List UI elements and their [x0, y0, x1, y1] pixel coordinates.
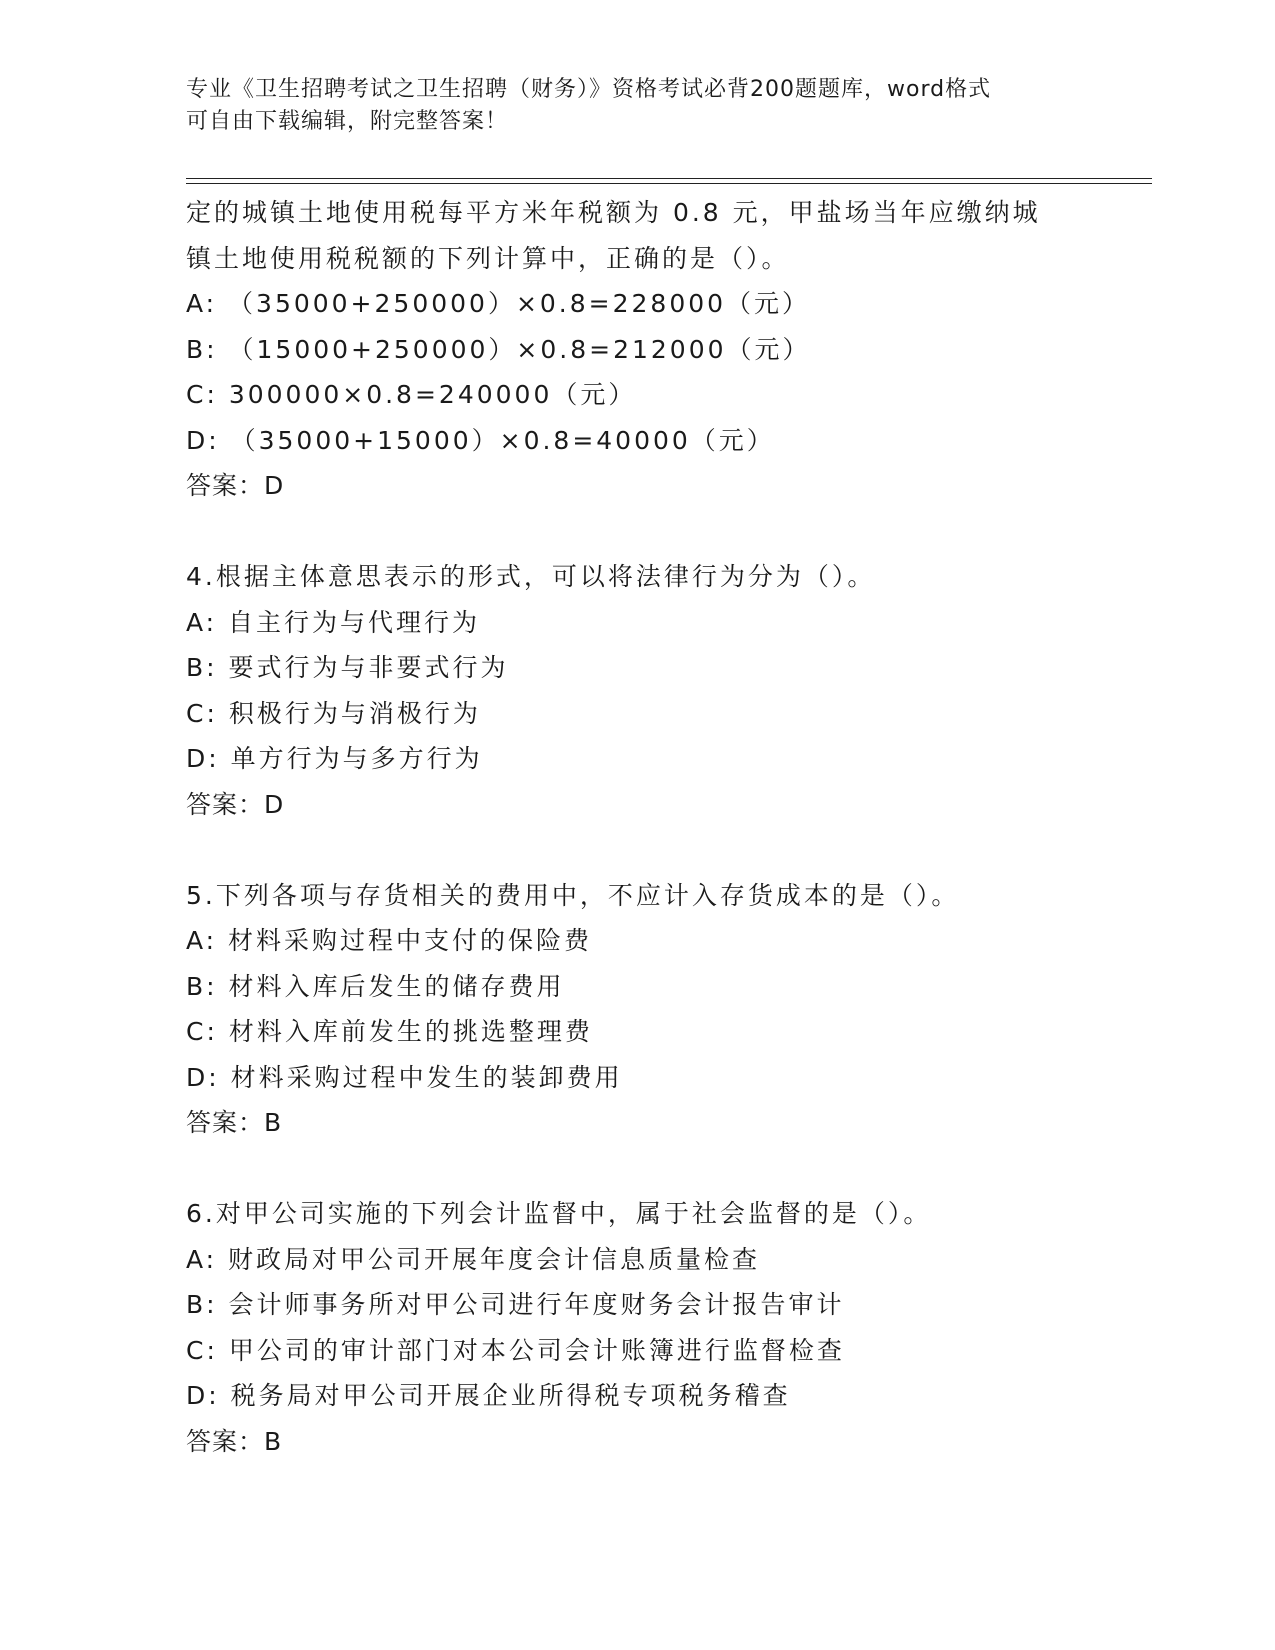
- question-stem: 6.对甲公司实施的下列会计监督中，属于社会监督的是（）。: [186, 1199, 932, 1228]
- option-c: C: 积极行为与消极行为: [186, 698, 481, 728]
- option-a: A: 自主行为与代理行为: [186, 607, 481, 637]
- option-d: D: 单方行为与多方行为: [186, 744, 483, 773]
- option-b: B: （15000+250000）×0.8=212000（元）: [186, 334, 811, 364]
- header-divider-top: [186, 178, 1152, 179]
- option-d: D: 税务局对甲公司开展企业所得税专项税务稽查: [186, 1381, 791, 1410]
- option-b: B: 会计师事务所对甲公司进行年度财务会计报告审计: [186, 1290, 845, 1319]
- option-c: C: 材料入库前发生的挑选整理费: [186, 1017, 593, 1046]
- header-line-1: 专业《卫生招聘考试之卫生招聘（财务）》资格考试必背200题题库，word格式: [186, 77, 992, 102]
- header-line-2: 可自由下载编辑，附完整答案！: [186, 109, 509, 134]
- option-d: D: （35000+15000）×0.8=40000（元）: [186, 425, 775, 455]
- question-4: [186, 554, 1166, 827]
- document-header: [186, 74, 1086, 138]
- answer-line: 答案：D: [186, 789, 285, 819]
- question-stem-line: 镇土地使用税税额的下列计算中，正确的是（）。: [186, 243, 790, 273]
- option-a: A: 财政局对甲公司开展年度会计信息质量检查: [186, 1244, 761, 1274]
- spacer: [186, 827, 1166, 873]
- option-a: A: 材料采购过程中支付的保险费: [186, 926, 593, 955]
- question-3: [186, 190, 1166, 509]
- question-list: [186, 190, 1166, 1464]
- option-c: C: 甲公司的审计部门对本公司会计账簿进行监督检查: [186, 1335, 845, 1365]
- answer-line: 答案：B: [186, 1108, 283, 1137]
- spacer: [186, 509, 1166, 555]
- answer-line: 答案：B: [186, 1426, 283, 1456]
- spacer: [186, 1146, 1166, 1192]
- option-c: C: 300000×0.8=240000（元）: [186, 380, 637, 409]
- option-b: B: 要式行为与非要式行为: [186, 653, 509, 682]
- option-a: A: （35000+250000）×0.8=228000（元）: [186, 289, 811, 318]
- question-6: [186, 1191, 1166, 1464]
- question-5: [186, 873, 1166, 1146]
- question-stem: 4.根据主体意思表示的形式，可以将法律行为分为（）。: [186, 562, 876, 591]
- option-d: D: 材料采购过程中发生的装卸费用: [186, 1062, 623, 1092]
- question-stem-line: 定的城镇土地使用税每平方米年税额为 0.8 元，甲盐场当年应缴纳城: [186, 198, 1041, 227]
- option-b: B: 材料入库后发生的储存费用: [186, 971, 565, 1001]
- answer-line: 答案：D: [186, 471, 285, 500]
- question-stem: 5.下列各项与存货相关的费用中，不应计入存货成本的是（）。: [186, 880, 960, 910]
- header-divider-bottom: [186, 183, 1152, 184]
